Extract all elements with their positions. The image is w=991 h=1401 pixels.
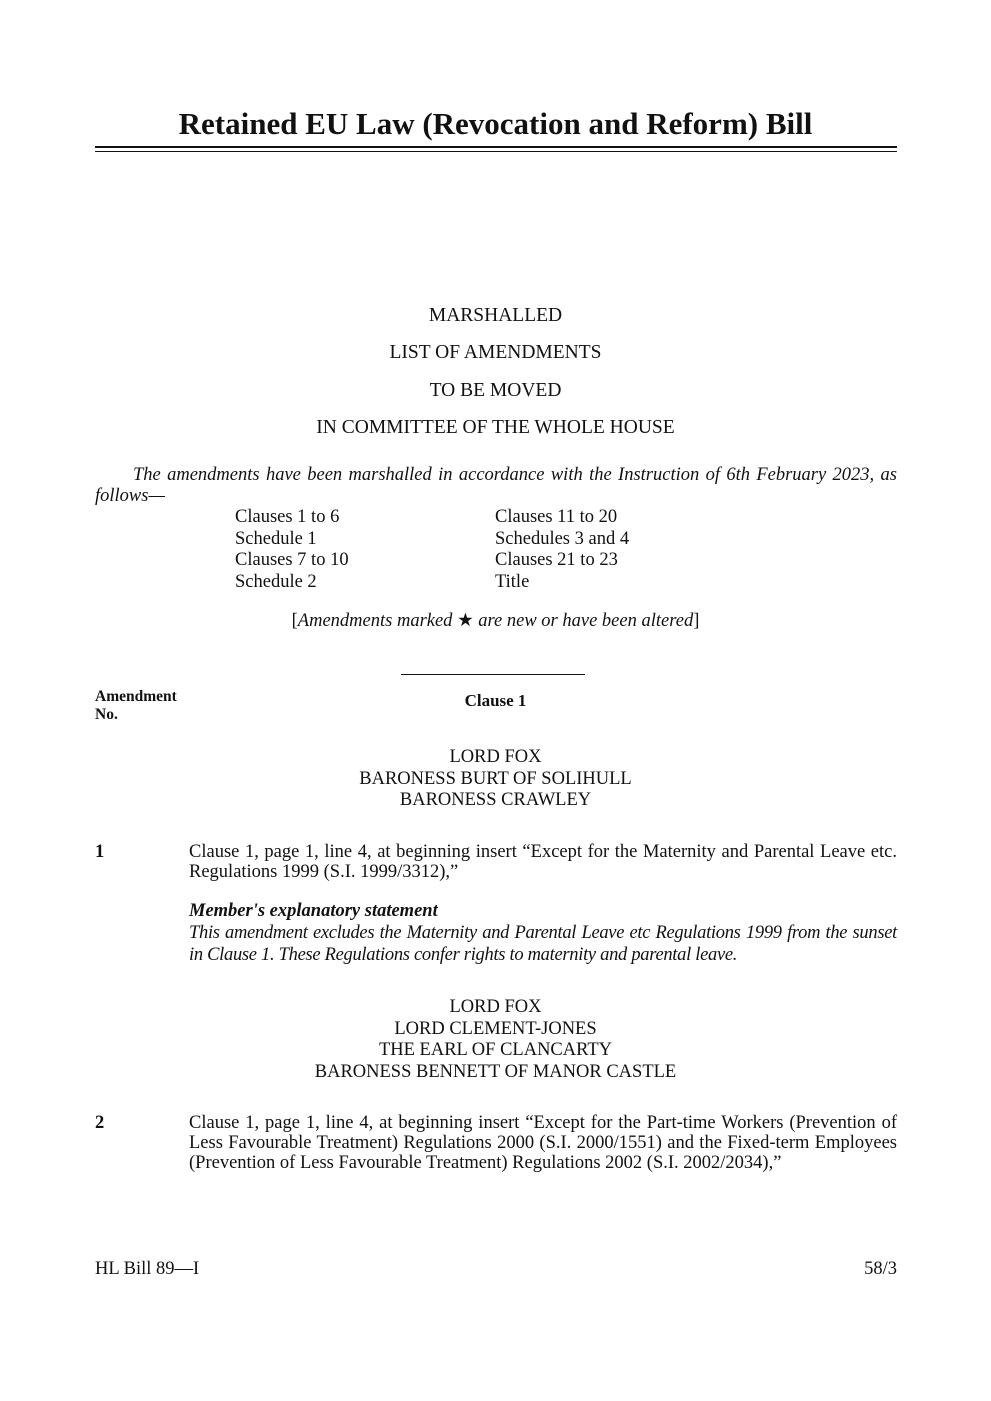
order-item: Clauses 7 to 10 — [235, 550, 349, 571]
amendment-text: Clause 1, page 1, line 4, at beginning insert “Except for the Part-time Workers (Prevention of Less Favourable Treatment) Regulations 2000 (S.I. 2000/1551) and the Fixed-term Employees (Prevention of Less Favourable Treatment) Regulations 2002 (S.I. 2002/2034),” — [189, 1113, 897, 1173]
footer-page-ref: 58/3 — [864, 1259, 897, 1279]
heading-line: LIST OF AMENDMENTS — [389, 342, 602, 363]
order-item: Schedule 1 — [235, 528, 317, 549]
sponsor-name: BARONESS CRAWLEY — [399, 790, 592, 810]
star-note — [0, 610, 991, 632]
sponsor-name: BARONESS BENNETT OF MANOR CASTLE — [314, 1061, 677, 1082]
label-line: Amendment — [95, 688, 177, 705]
explanatory-statement: This amendment excludes the Maternity and Parental Leave etc Regulations 1999 from the sunset in Clause 1. These Regulations confer rights to maternity and parental leave. — [189, 923, 897, 965]
order-column-1 — [235, 507, 349, 594]
statement-heading: Member's explanatory statement — [189, 901, 438, 921]
order-item: Schedule 2 — [235, 572, 317, 593]
heading-line: MARSHALLED — [428, 305, 563, 326]
heading-line: TO BE MOVED — [429, 380, 562, 401]
star-icon: ★ — [457, 611, 474, 631]
section-divider — [401, 674, 585, 675]
amendment-number: 1 — [95, 842, 105, 862]
order-column-2 — [495, 507, 629, 594]
sponsor-names — [0, 747, 991, 812]
order-item: Clauses 1 to 6 — [235, 507, 340, 527]
sponsor-name: THE EARL OF CLANCARTY — [378, 1040, 613, 1060]
order-item: Title — [495, 572, 530, 593]
bill-title: Retained EU Law (Revocation and Reform) Bill — [178, 106, 813, 141]
order-item: Clauses 11 to 20 — [495, 507, 618, 527]
sponsor-name: LORD CLEMENT-JONES — [394, 1018, 597, 1039]
sponsor-names — [0, 997, 991, 1083]
amendment-text: Clause 1, page 1, line 4, at beginning insert “Except for the Maternity and Parental Leave etc. Regulations 1999 (S.I. 1999/3312),” — [189, 842, 897, 882]
title-rule-thin — [95, 151, 897, 152]
intro-paragraph: The amendments have been marshalled in accordance with the Instruction of 6th February 2023, as follows— — [95, 465, 897, 506]
note-text: Amendments marked — [297, 611, 458, 631]
clause-heading: Clause 1 — [464, 691, 527, 710]
amendment-number: 2 — [95, 1113, 105, 1133]
heading-line: IN COMMITTEE OF THE WHOLE HOUSE — [316, 417, 675, 438]
title-rule-thick — [95, 146, 897, 148]
sponsor-name: BARONESS BURT OF SOLIHULL — [359, 768, 632, 789]
order-item: Schedules 3 and 4 — [495, 528, 630, 549]
label-line: No. — [95, 706, 118, 723]
sponsor-name: LORD FOX — [449, 997, 542, 1017]
sponsor-name: LORD FOX — [449, 747, 542, 767]
order-item: Clauses 21 to 23 — [495, 550, 618, 571]
bracket: [ — [291, 611, 298, 631]
footer-bill-ref: HL Bill 89—I — [95, 1259, 200, 1279]
bracket: ] — [693, 611, 700, 631]
note-text: are new or have been altered — [473, 611, 694, 631]
